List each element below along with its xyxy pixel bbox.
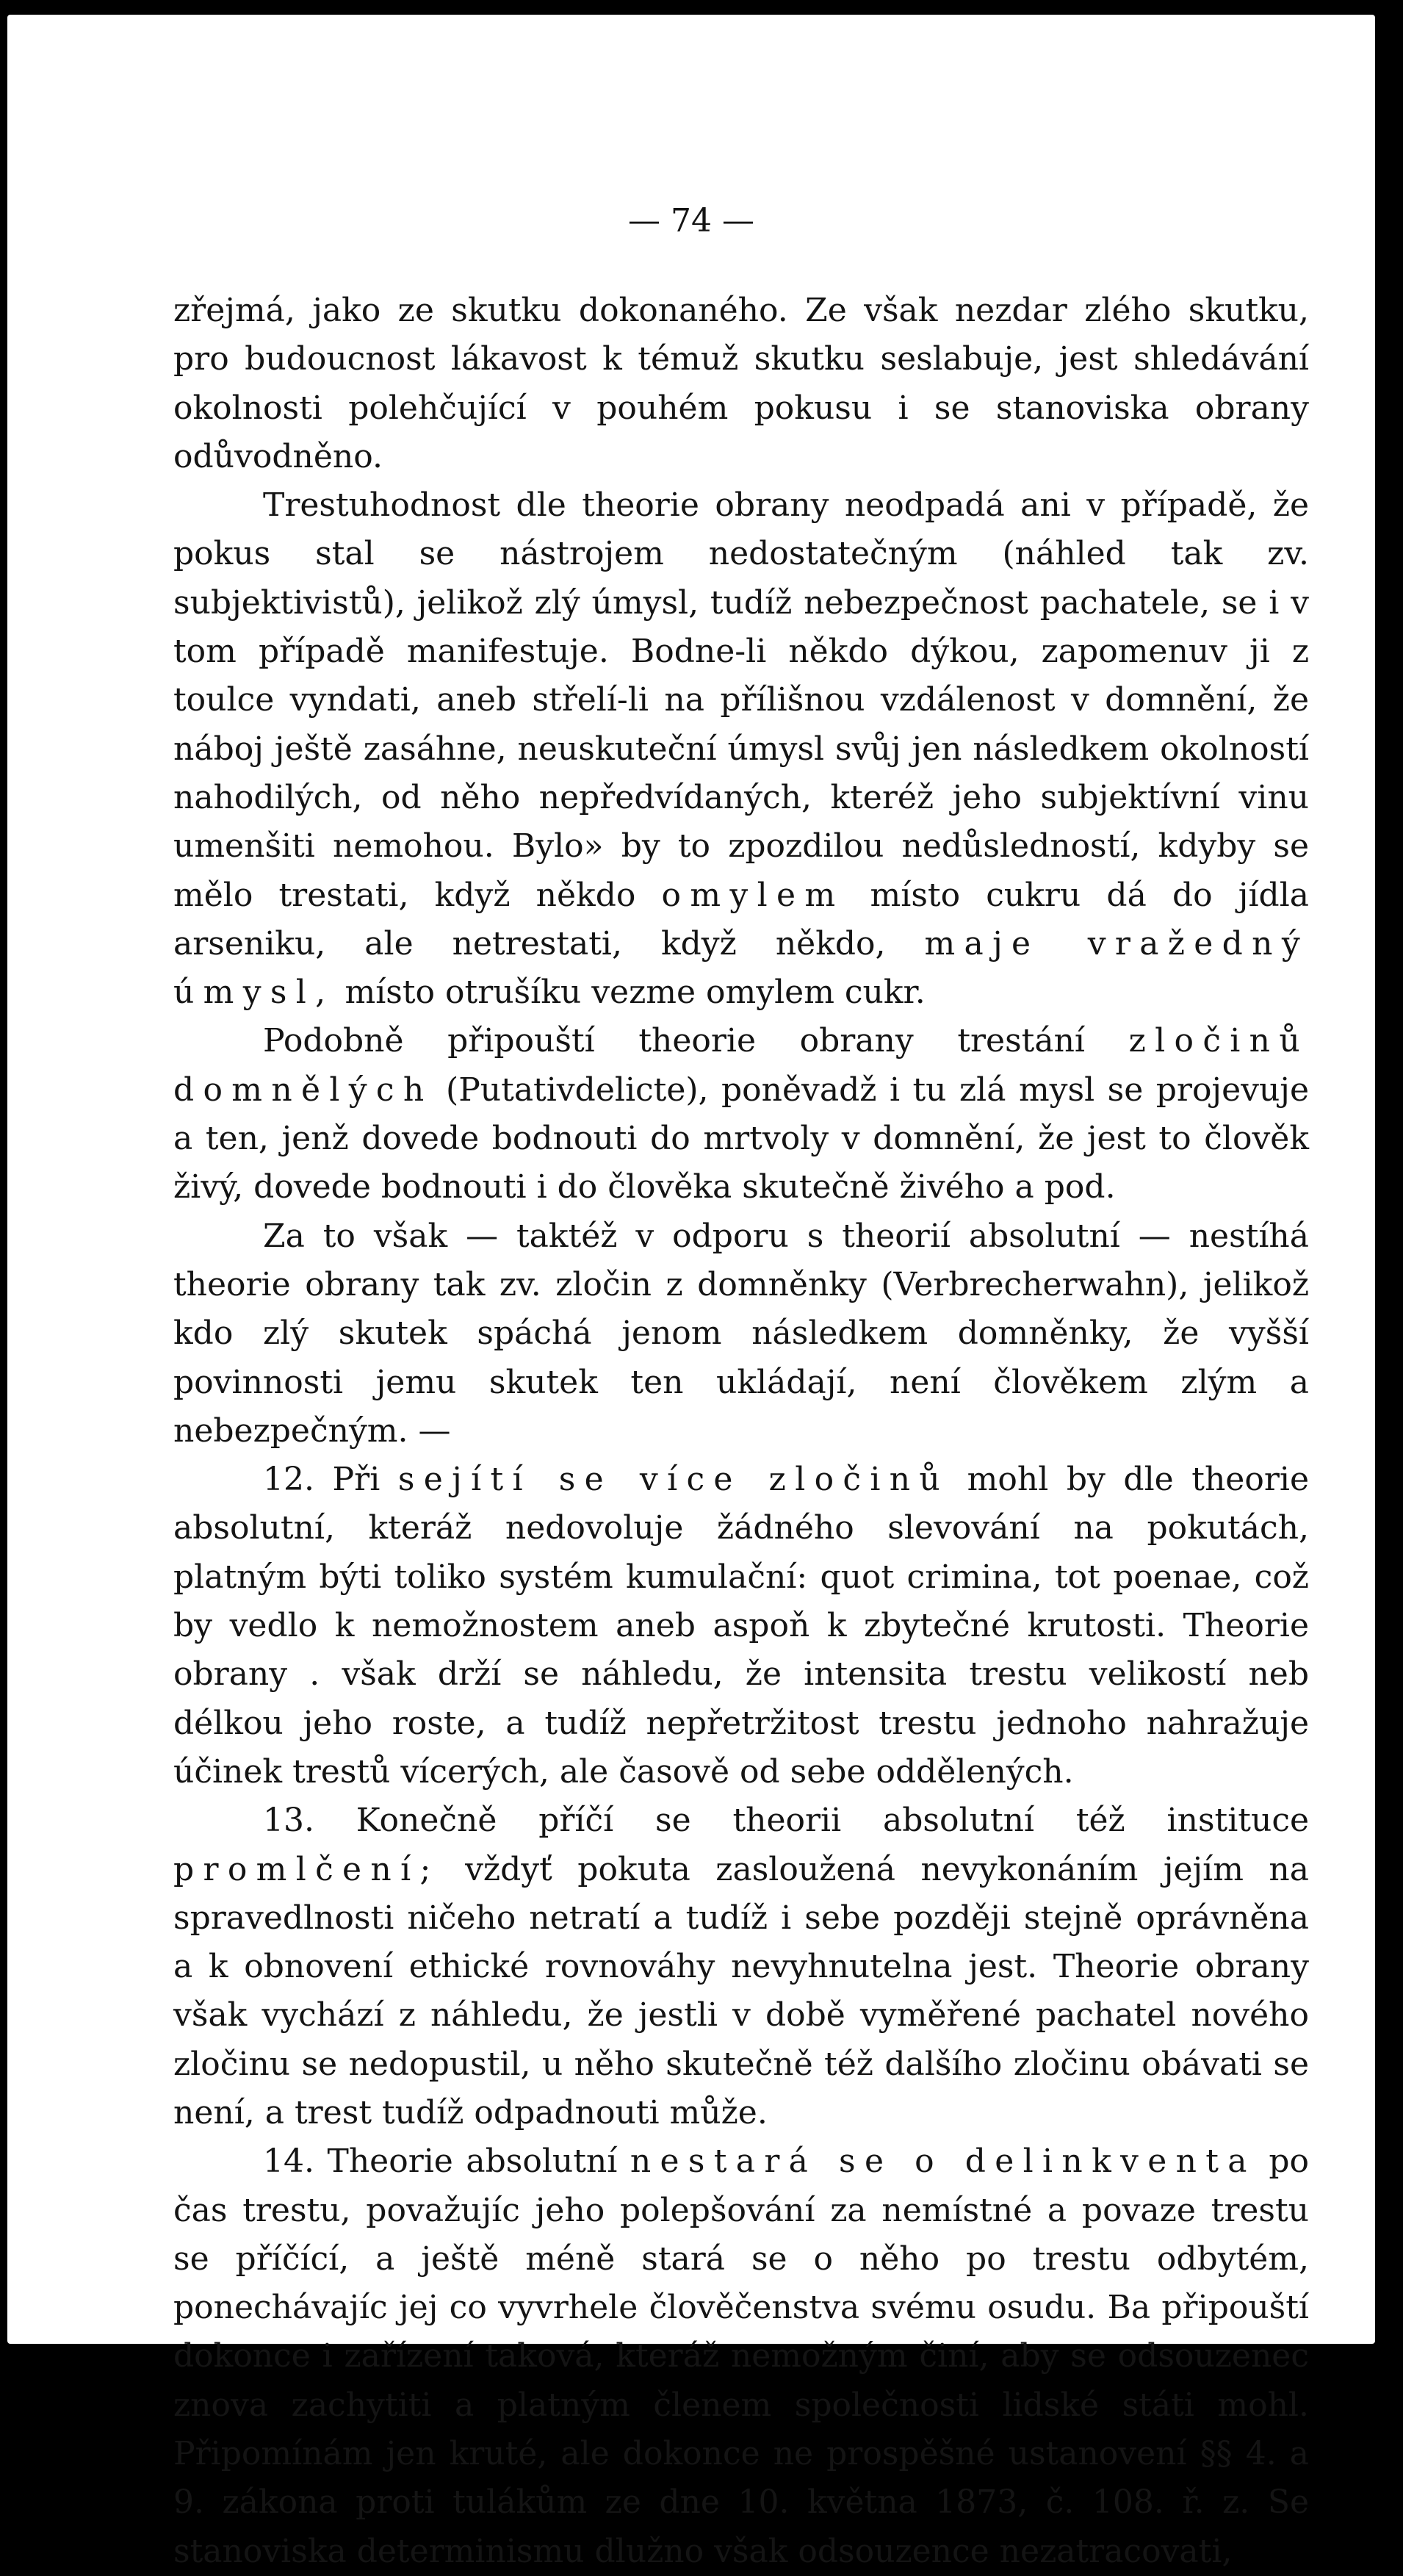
text-run: 13. Konečně příčí se theorii absolutní též instituce — [263, 1802, 1309, 1840]
text-run: Za to však — taktéž v odporu s theorií absolutní — nestíhá theorie obrany tak zv. zločin z domněnky (Verbrecherwahn), jelikož kdo zlý skutek spáchá jenom následkem domněnky, že vyšší povinnosti jemu skutek ten ukládají, není člověkem zlým a nebezpečným. — — [173, 1217, 1309, 1450]
text-run: vždyť pokuta zasloužená nevykonáním jejím na spravedlnosti ničeho netratí a tudíž i sebe později stejně oprávněna a k obnovení ethické rovnováhy nevyhnutelna jest. Theorie obrany však vychází z náhledu, že jestli v době vyměřené pachatel nového zločinu se nedopustil, u něho skutečně též dalšího zločinu obávati se není, a trest tudíž odpadnouti může. — [173, 1850, 1309, 2131]
text-run: po čas trestu, považujíc jeho polepšování za nemístné a povaze trestu se příčící, a ještě méně stará se o něho po trestu odbytém, ponechávajíc jej co vyvrhele člověčenstva svému osudu. Ba připouští dokonce i zařízení taková, kteráž nemožným činí, aby se odsouzenec znova zachytiti a platným členem společnosti lidské státi mohl. Připomínám jen kruté, ale dokonce ne prospěšné ustanovení §§ 4. a 9. zákona proti tulákům ze dne 10. května 1873, č. 108. ř. z. Se stanoviska determinismu dlužno však odsouzence nezatracovati, — [173, 2143, 1309, 2570]
spaced-emphasis: promlčení; — [173, 1850, 440, 1888]
book-page — [7, 15, 1375, 2570]
page-number: — 74 — — [628, 202, 754, 240]
text-run: místo otrušíku vezme omylem cukr. — [345, 974, 926, 1012]
paragraph-12 — [173, 1456, 1309, 1796]
spaced-emphasis: sejítí se více zločinů — [397, 1461, 950, 1499]
paragraph-14 — [173, 2137, 1309, 2576]
text-run: Trestuhodnost dle theorie obrany neodpadá ani v případě, že pokus stal se nástrojem nedostatečným (náhled tak zv. subjektivistů), jelikož zlý úmysl, tudíž nebezpečnost pachatele, se i v tom případě manifestuje. Bodne-li někdo dýkou, zapomenuv ji z toulce vyndati, aneb střelí-li na přílišnou vzdálenost v domnění, že náboj ještě zasáhne, neuskuteční úmysl svůj jen následkem okolností nahodilých, od něho nepředvídaných, kteréž jeho subjektívní vinu umenšiti nemohou. Bylo» by to zpozdilou nedůsledností, kdyby se mělo trestati, když někdo — [173, 486, 1309, 914]
paragraph-putative-crimes — [173, 1017, 1309, 1212]
body-text — [173, 287, 1309, 2576]
text-run: Podobně připouští theorie obrany trestání — [263, 1022, 1086, 1060]
spaced-emphasis: zločinů domnělých — [173, 1022, 1309, 1109]
paragraph-subjectivists — [173, 481, 1309, 1017]
paragraph-crime-by-delusion — [173, 1212, 1309, 1456]
spaced-emphasis: nestará se o delinkventa — [630, 2143, 1256, 2181]
text-run: mohl by dle theorie absolutní, kteráž nedovoluje žádného slevování na pokutách, platným býti toliko systém kumulační: quot crimina, tot poenae, což by vedlo k nemožnostem aneb aspoň k zbytečné krutosti. Theorie obrany . však drží se náhledu, že intensita trestu velikostí neb délkou jeho roste, a tudíž nepřetržitost trestu jednoho nahražuje účinek trestů vícerých, ale časově od sebe oddělených. — [173, 1461, 1309, 1791]
text-run: zřejmá, jako ze skutku dokonaného. Ze však nezdar zlého skutku, pro budoucnost lákavost k témuž skutku seslabuje, jest shledávání okolnosti polehčující v pouhém pokusu i se stanoviska obrany odůvodněno. — [173, 292, 1309, 475]
spaced-emphasis: maje vražedný úmysl, — [173, 924, 1309, 1012]
spaced-emphasis: omylem — [661, 876, 845, 914]
paragraph-continuation — [173, 287, 1309, 481]
paragraph-13 — [173, 1796, 1309, 2137]
text-run: 14. Theorie absolutní — [263, 2143, 618, 2181]
text-run: místo cukru dá do jídla arseniku, ale netrestati, když někdo, — [173, 876, 1309, 963]
text-run: (Putativdelicte), poněvadž i tu zlá mysl se projevuje a ten, jenž dovede bodnouti do mrtvoly v domnění, že jest to člověk živý, dovede bodnouti i do člověka skutečně živého a pod. — [173, 1071, 1309, 1206]
text-run: 12. Při — [263, 1461, 380, 1499]
